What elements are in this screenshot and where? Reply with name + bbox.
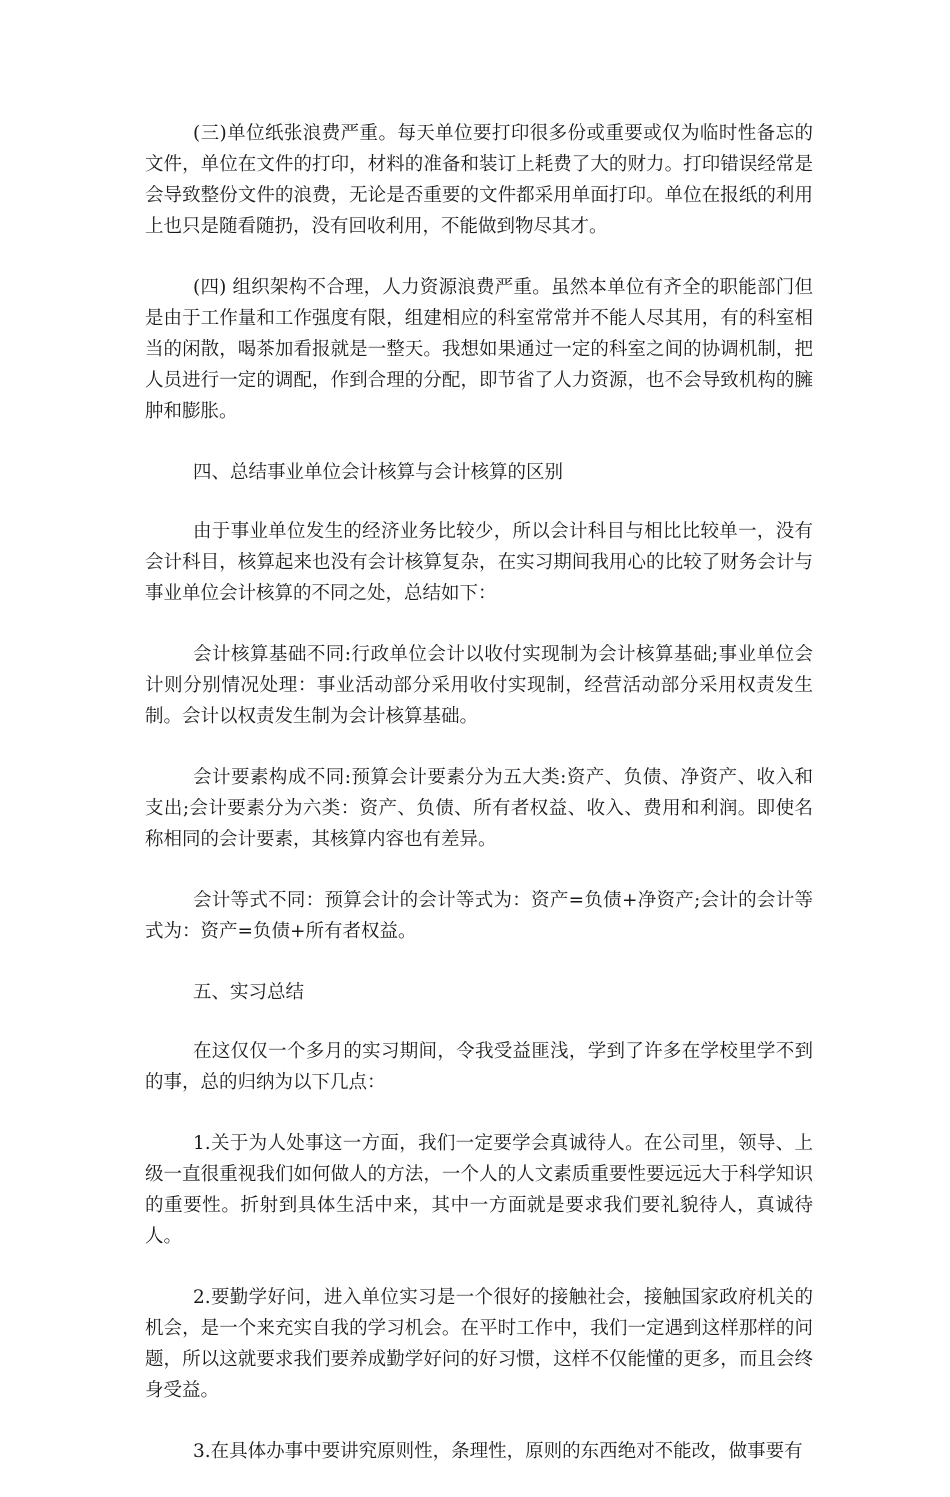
paragraph-summary-intro: 在这仅仅一个多月的实习期间，令我受益匪浅，学到了许多在学校里学不到的事，总的归纳为以下几点： [145,1041,813,1093]
list-item-2: 2.要勤学好问，进入单位实习是一个很好的接触社会，接触国家政府机关的机会，是一个来充实自我的学习机会。在平时工作中，我们一定遇到这样那样的问题，所以这就要求我们要养成勤学好问的好习惯，这样不仅能懂的更多，而且会终身受益。 [145,1287,813,1401]
paragraph-accounting-equation: 会计等式不同：预算会计的会计等式为：资产=负债+净资产;会计的会计等式为：资产=负债+所有者权益。 [145,890,813,942]
section-heading-5: 五、实习总结 [193,982,305,1003]
section-heading-4: 四、总结事业单位会计核算与会计核算的区别 [193,462,564,483]
paragraph-accounting-elements: 会计要素构成不同:预算会计要素分为五大类:资产、负债、净资产、收入和支出;会计要素分为六类：资产、负债、所有者权益、收入、费用和利润。即使名称相同的会计要素，其核算内容也有差异。 [145,767,813,850]
paragraph-org-structure: (四) 组织架构不合理，人力资源浪费严重。虽然本单位有齐全的职能部门但是由于工作量和工作强度有限，组建相应的科室常常并不能人尽其用，有的科室相当的闲散，喝茶加看报就是一整天。我想如果通过一定的科室之间的协调机制，把人员进行一定的调配，作到合理的分配，即节省了人力资源，也不会导致机构的臃肿和膨胀。 [145,277,813,422]
paragraph-accounting-basis: 会计核算基础不同:行政单位会计以收付实现制为会计核算基础;事业单位会计则分别情况处理：事业活动部分采用收付实现制，经营活动部分采用权责发生制。会计以权责发生制为会计核算基础。 [145,644,813,727]
document-page [145,118,813,1497]
paragraph-accounting-intro: 由于事业单位发生的经济业务比较少，所以会计科目与相比比较单一，没有会计科目，核算起来也没有会计核算复杂，在实习期间我用心的比较了财务会计与事业单位会计核算的不同之处，总结如下： [145,521,813,604]
paragraph-paper-waste: (三)单位纸张浪费严重。每天单位要打印很多份或重要或仅为临时性备忘的文件，单位在文件的打印，材料的准备和装订上耗费了大的财力。打印错误经常是会导致整份文件的浪费，无论是否重要的文件都采用单面打印。单位在报纸的利用上也只是随看随扔，没有回收利用，不能做到物尽其才。 [145,123,813,237]
list-item-1: 1.关于为人处事这一方面，我们一定要学会真诚待人。在公司里，领导、上级一直很重视我们如何做人的方法，一个人的人文素质重要性要远远大于科学知识的重要性。折射到具体生活中来，其中一方面就是要求我们要礼貌待人，真诚待人。 [145,1133,813,1247]
list-item-3: 3.在具体办事中要讲究原则性，条理性，原则的东西绝对不能改，做事要有 [193,1441,803,1462]
